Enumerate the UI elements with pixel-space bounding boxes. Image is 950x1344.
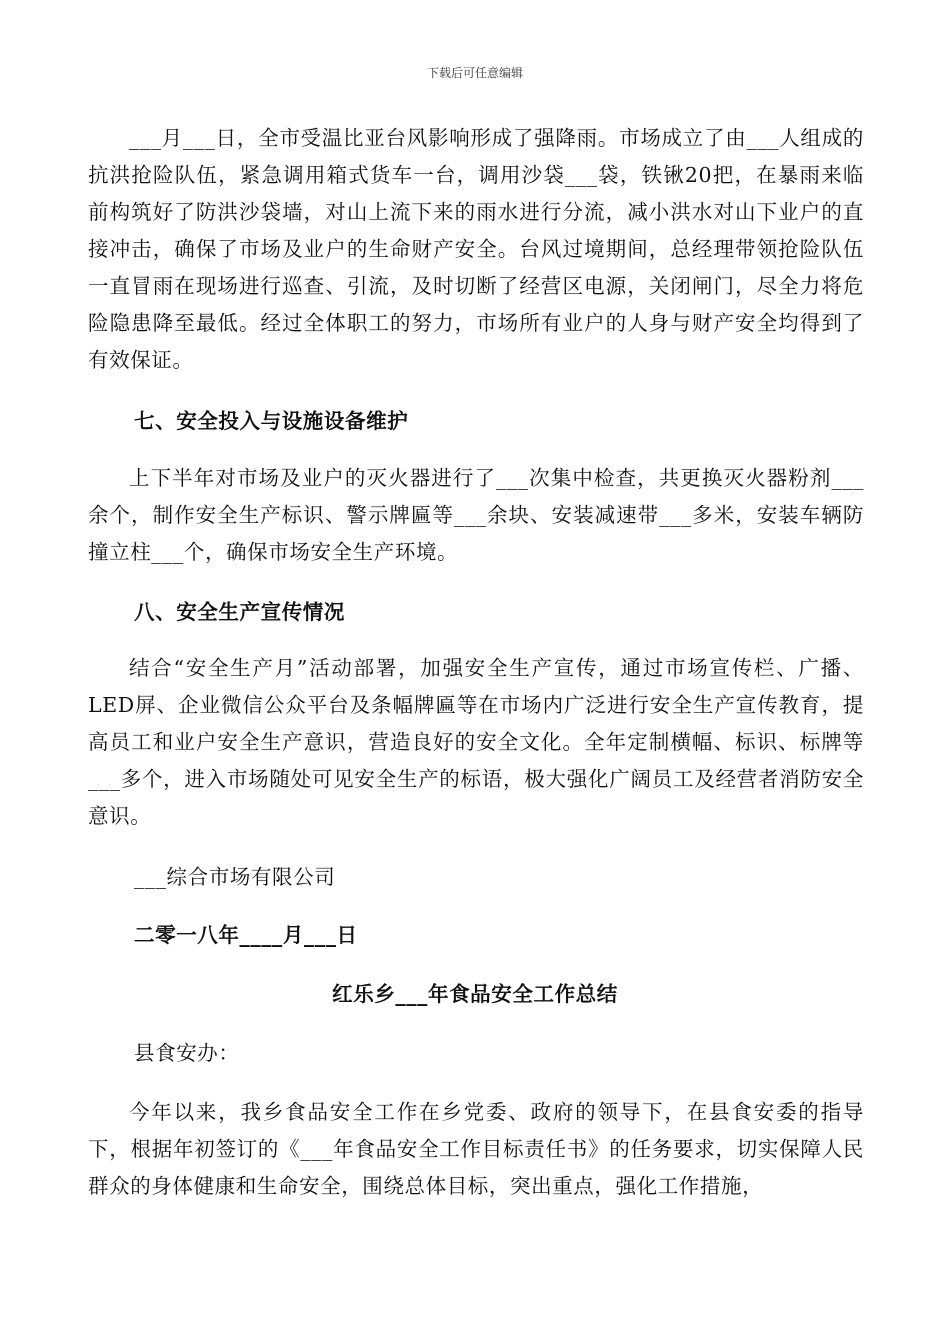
paragraph-intro-text: 今年以来，我乡食品安全工作在乡党委、政府的领导下，在县食安委的指导下，根据年初签订的《___年食品安全工作目标责任书》的任务要求，切实保障人民群众的身体健康和生命安全，围绕总体目标，突出重点，强化工作措施，	[88, 1100, 864, 1198]
header-note: 下载后可任意编辑	[426, 66, 523, 80]
section-7-body	[88, 460, 864, 571]
paragraph-typhoon	[88, 120, 864, 379]
paragraph-intro	[88, 1094, 864, 1205]
section-8-body-text: 结合“安全生产月”活动部署，加强安全生产宣传，通过市场宣传栏、广播、LED屏、企业微信公众平台及条幅牌匾等在市场内广泛进行安全生产宣传教育，提高员工和业户安全生产意识，营造良好的安全文化。全年定制横幅、标识、标牌等___多个，进入市场随处可见安全生产的标语，极大强化广阔员工及经营者消防安全意识。	[88, 656, 864, 828]
paragraph-typhoon-text: ___月___日，全市受温比亚台风影响形成了强降雨。市场成立了由___人组成的抗洪抢险队伍，紧急调用箱式货车一台，调用沙袋___袋，铁锹20把，在暴雨来临前构筑好了防洪沙袋墙，对山上流下来的雨水进行分流，减小洪水对山下业户的直接冲击，确保了市场及业户的生命财产安全。台风过境期间，总经理带领抢险队伍一直冒雨在现场进行巡查、引流，及时切断了经营区电源，关闭闸门，尽全力将危险隐患降至最低。经过全体职工的努力，市场所有业户的人身与财产安全均得到了有效保证。	[88, 126, 864, 372]
document-title: 红乐乡___年食品安全工作总结	[332, 982, 618, 1006]
salutation: 县食安办：	[134, 1041, 240, 1065]
section-8-body	[88, 650, 864, 835]
section-7-body-text: 上下半年对市场及业户的灭火器进行了___次集中检查，共更换灭火器粉剂___余个，制作安全生产标识、警示牌匾等___余块、安装减速带___多米，安装车辆防撞立柱___个，确保市场安全生产环境。	[88, 466, 864, 564]
section-8-heading: 八、安全生产宣传情况	[134, 600, 345, 624]
signature-date: 二零一八年____月___日	[134, 923, 358, 947]
company-name: ___综合市场有限公司	[134, 865, 336, 889]
section-7-heading: 七、安全投入与设施设备维护	[134, 409, 409, 433]
